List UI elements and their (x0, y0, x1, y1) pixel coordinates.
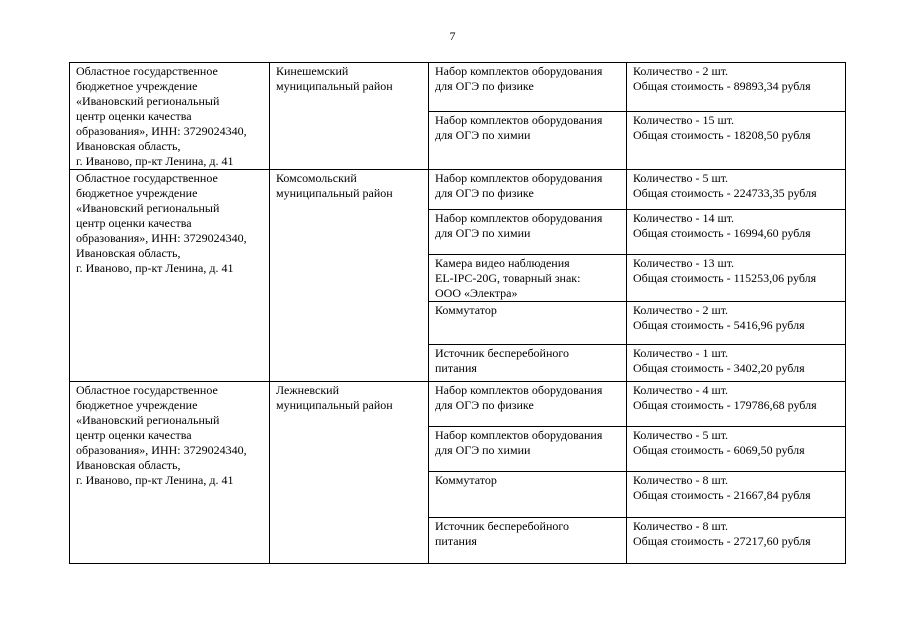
item-details-cell: Количество - 1 шт. Общая стоимость - 3402,20 рубля (627, 345, 846, 382)
district-cell: Комсомольский муниципальный район (270, 170, 429, 382)
item-name-cell: Набор комплектов оборудования для ОГЭ по физике (429, 170, 627, 210)
item-name-cell: Набор комплектов оборудования для ОГЭ по химии (429, 210, 627, 255)
district-cell: Лежневский муниципальный район (270, 382, 429, 564)
district-cell: Кинешемский муниципальный район (270, 63, 429, 170)
table-row (70, 170, 846, 210)
item-details-cell: Количество - 13 шт. Общая стоимость - 115253,06 рубля (627, 255, 846, 302)
table-row (70, 63, 846, 112)
item-name-cell: Набор комплектов оборудования для ОГЭ по химии (429, 427, 627, 472)
item-details-cell: Количество - 4 шт. Общая стоимость - 179786,68 рубля (627, 382, 846, 427)
item-name-cell: Коммутатор (429, 472, 627, 518)
item-details-cell: Количество - 5 шт. Общая стоимость - 224733,35 рубля (627, 170, 846, 210)
item-details-cell: Количество - 15 шт. Общая стоимость - 18208,50 рубля (627, 112, 846, 170)
item-name-cell: Набор комплектов оборудования для ОГЭ по физике (429, 63, 627, 112)
item-name-cell: Набор комплектов оборудования для ОГЭ по физике (429, 382, 627, 427)
item-details-cell: Количество - 2 шт. Общая стоимость - 5416,96 рубля (627, 302, 846, 345)
organization-cell: Областное государственное бюджетное учреждение «Ивановский региональный центр оценки качества образования», ИНН: 3729024340, Ивановская область, г. Иваново, пр-кт Ленина, д. 41 (70, 170, 270, 382)
item-details-cell: Количество - 14 шт. Общая стоимость - 16994,60 рубля (627, 210, 846, 255)
item-details-cell: Количество - 8 шт. Общая стоимость - 21667,84 рубля (627, 472, 846, 518)
organization-cell: Областное государственное бюджетное учреждение «Ивановский региональный центр оценки качества образования», ИНН: 3729024340, Ивановская область, г. Иваново, пр-кт Ленина, д. 41 (70, 63, 270, 170)
item-name-cell: Коммутатор (429, 302, 627, 345)
organization-cell: Областное государственное бюджетное учреждение «Ивановский региональный центр оценки качества образования», ИНН: 3729024340, Ивановская область, г. Иваново, пр-кт Ленина, д. 41 (70, 382, 270, 564)
item-name-cell: Источник бесперебойного питания (429, 345, 627, 382)
item-name-cell: Набор комплектов оборудования для ОГЭ по химии (429, 112, 627, 170)
table-row (70, 382, 846, 427)
item-name-cell: Источник бесперебойного питания (429, 518, 627, 564)
item-details-cell: Количество - 8 шт. Общая стоимость - 27217,60 рубля (627, 518, 846, 564)
item-name-cell: Камера видео наблюдения EL-IPC-20G, товарный знак: ООО «Электра» (429, 255, 627, 302)
page-number: 7 (449, 29, 456, 43)
equipment-table (69, 62, 846, 564)
item-details-cell: Количество - 2 шт. Общая стоимость - 89893,34 рубля (627, 63, 846, 112)
item-details-cell: Количество - 5 шт. Общая стоимость - 6069,50 рубля (627, 427, 846, 472)
